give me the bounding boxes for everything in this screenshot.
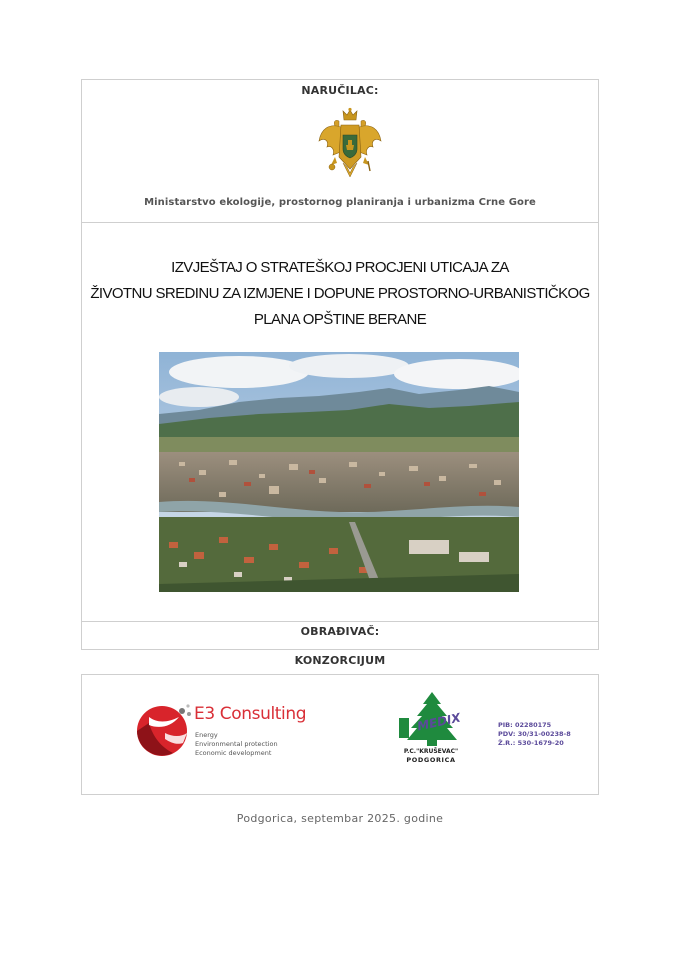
coat-of-arms-icon <box>317 107 383 185</box>
author-label: OBRAĐIVAČ: <box>300 625 380 638</box>
consortium-label: KONZORCIJUM <box>294 654 386 667</box>
medix-account: Ž.R.: 530-1679-20 <box>498 739 564 747</box>
medix-city: PODGORICA <box>406 756 456 764</box>
medix-pib: PIB: 02280175 <box>498 721 552 729</box>
e3-tagline-economic: Economic development <box>195 749 272 757</box>
title-line-1: IZVJEŠTAJ O STRATEŠKOJ PROCJENI UTICAJA ZA <box>171 259 509 276</box>
ministry-name: Ministarstvo ekologije, prostornog planiranja i urbanizma Crne Gore <box>144 197 536 208</box>
e3-company-name: E3 Consulting <box>194 704 307 724</box>
e3-tagline-environment: Environmental protection <box>195 740 278 748</box>
document-title <box>81 255 599 333</box>
place-date: Podgorica, septembar 2025. godine <box>236 812 444 825</box>
medix-pdv: PDV: 30/31-00238-8 <box>498 730 571 738</box>
e3-tagline-energy: Energy <box>195 731 218 739</box>
title-line-2: ŽIVOTNU SREDINU ZA IZMJENE I DOPUNE PROSTORNO-URBANISTIČKOG <box>90 285 590 302</box>
client-label: NARUČILAC: <box>301 84 379 97</box>
medix-company-name: MEDIX <box>416 710 462 734</box>
berane-aerial-photo <box>159 352 519 592</box>
medix-subtitle: P.C."KRUŠEVAC" <box>403 748 459 755</box>
title-line-3: PLANA OPŠTINE BERANE <box>253 311 427 328</box>
